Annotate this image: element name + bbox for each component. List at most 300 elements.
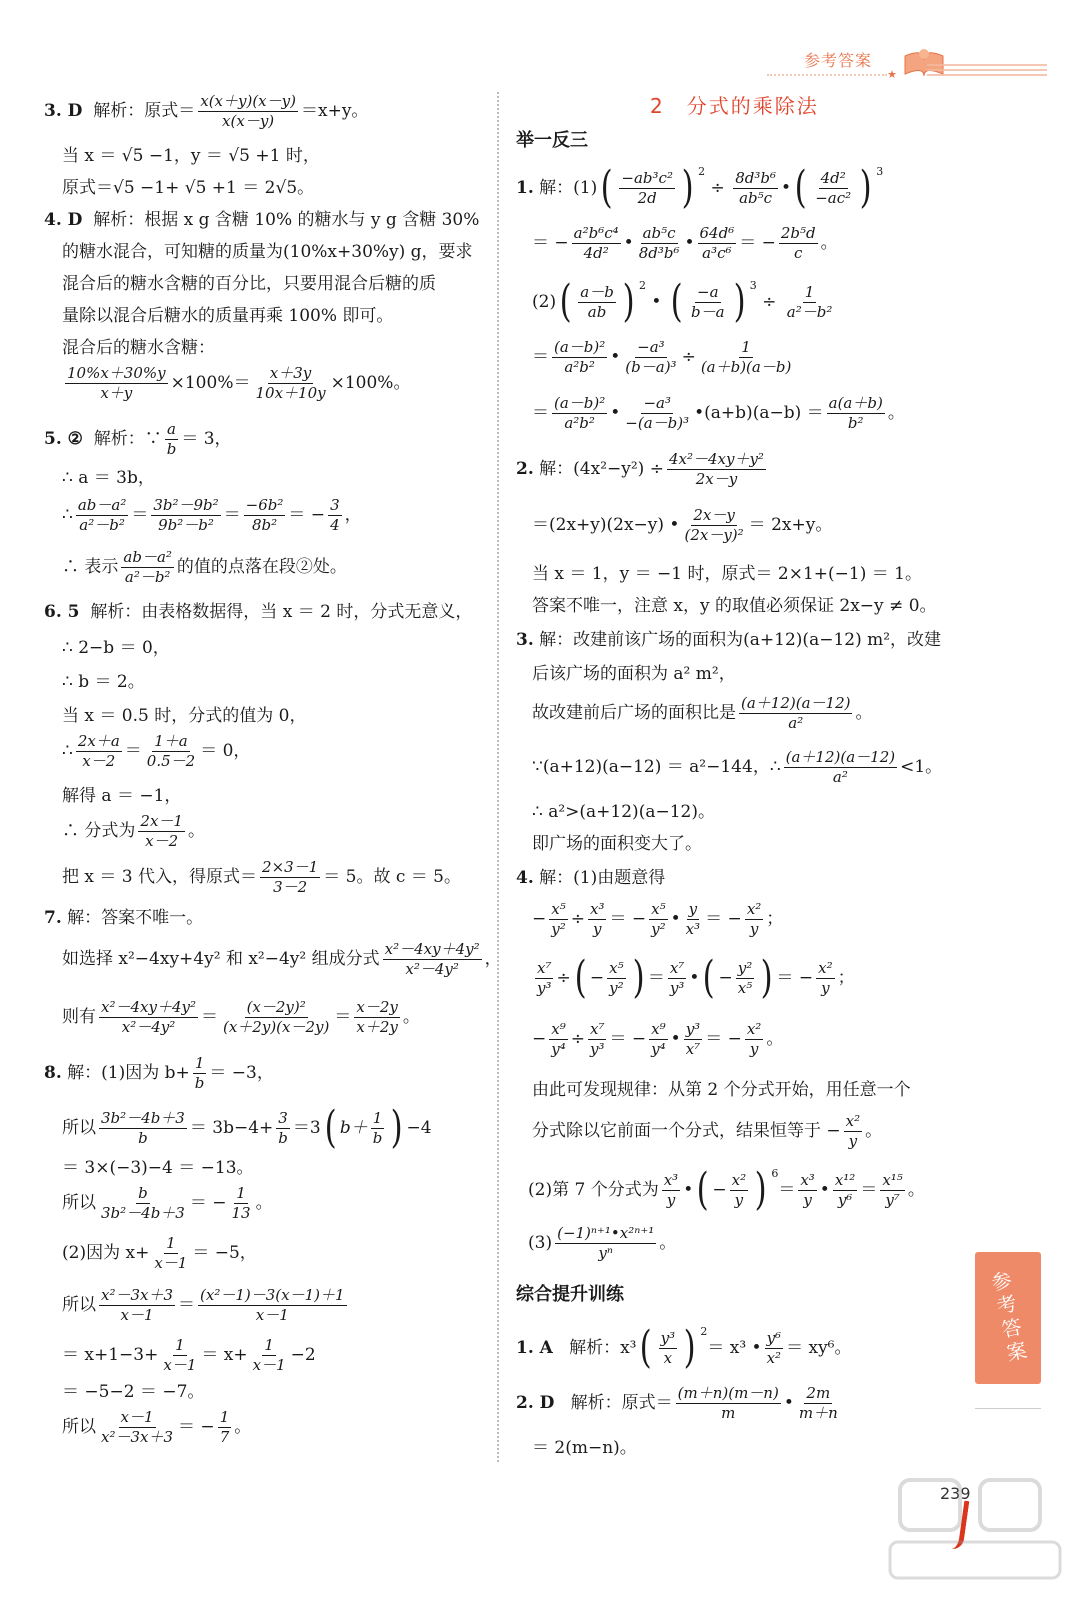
fraction <box>797 1386 840 1421</box>
denominator: a²－b² <box>124 568 171 586</box>
r1-line-3 <box>532 276 837 327</box>
numerator: x² <box>746 1020 762 1038</box>
numerator: 10%x＋30%y <box>67 364 166 382</box>
fraction <box>555 1226 656 1261</box>
numerator: x⁷ <box>669 958 685 977</box>
text: ＝ <box>334 1007 352 1027</box>
numerator: a <box>167 420 176 438</box>
fraction <box>193 1056 207 1091</box>
denominator: a²－b² <box>786 302 833 321</box>
numerator: ab⁵c <box>642 224 676 242</box>
q5-line-2: ∴ a ＝ 3b， <box>62 468 155 488</box>
denominator: x＋2y <box>356 1018 398 1036</box>
q8-line-6 <box>62 1288 350 1323</box>
denominator: x²－3x＋3 <box>101 1428 174 1446</box>
denominator: y⁴ <box>651 1040 666 1058</box>
denominator: x－1 <box>120 1306 154 1324</box>
fraction <box>121 550 174 585</box>
denominator: a²b² <box>564 414 595 432</box>
left-paren: ( <box>574 952 587 1003</box>
q8-line-2 <box>62 1102 432 1153</box>
denominator: b <box>194 1074 205 1092</box>
denominator: x－1 <box>252 1356 286 1374</box>
q6-line-6: 解得 a ＝ −1， <box>62 786 182 806</box>
fraction <box>138 814 185 849</box>
denominator: yⁿ <box>598 1244 613 1262</box>
numerator: y³ <box>660 1328 676 1347</box>
q5-line-1 <box>44 422 232 457</box>
text: ＝ − <box>189 1193 227 1213</box>
q6-line-7 <box>62 814 205 849</box>
subsection-title-1 <box>516 132 588 150</box>
numerator: x－2y <box>356 998 398 1016</box>
text: ； <box>837 967 855 988</box>
numerator: −a <box>697 282 719 301</box>
denominator: y <box>666 1190 676 1209</box>
text: ＝ − <box>288 505 326 525</box>
numerator: (x－2y)² <box>246 998 306 1016</box>
fraction <box>549 1022 568 1057</box>
denominator: x－2 <box>145 832 179 850</box>
fraction <box>572 226 621 261</box>
denominator: (x＋2y)(x－2y) <box>222 1018 330 1036</box>
numerator: ab－a² <box>77 496 127 514</box>
text: ＝ 5。故 c ＝ 5。 <box>323 867 462 887</box>
fraction <box>145 734 197 769</box>
q6-label: 6. 5 <box>44 602 80 622</box>
text: ＝3 <box>292 1117 321 1138</box>
denominator: a² <box>832 768 848 786</box>
fraction <box>745 902 763 937</box>
text: ， <box>344 505 362 525</box>
fraction <box>99 1108 187 1147</box>
r4-line-5: 由此可发现规律：从第 2 个分式开始，用任意一个 <box>532 1080 911 1100</box>
text: ＝x+y。 <box>300 101 369 121</box>
text: 。 <box>820 233 838 253</box>
numerator: (x²－1)－3(x－1)＋1 <box>200 1286 345 1304</box>
text: 的值的点落在段②处。 <box>176 557 347 577</box>
exponent: 6 <box>771 1167 779 1180</box>
text: ÷ <box>681 347 696 367</box>
fraction <box>833 1170 858 1209</box>
text: (2)因为 x+ <box>62 1243 150 1263</box>
q5-label: 5. ② <box>44 429 83 449</box>
denominator: a² <box>788 714 804 732</box>
q4-line-4: 量除以混合后糖水的质量再乘 100% 即可。 <box>62 306 394 326</box>
denominator: m <box>721 1404 736 1422</box>
text: ＝ −5， <box>192 1243 257 1263</box>
text: 解：(1)因为 b+ <box>67 1063 190 1083</box>
text: (2)第 7 个分式为 <box>528 1179 659 1200</box>
numerator: x¹² <box>834 1170 856 1189</box>
fraction <box>99 1186 187 1221</box>
numerator: x²－4xy＋4y² <box>101 998 196 1016</box>
text: ＝ x+1−3+ <box>62 1345 159 1365</box>
text: • <box>623 233 634 253</box>
section-title <box>650 96 819 116</box>
fraction <box>880 1170 905 1209</box>
numerator: x⁹ <box>651 1020 666 1038</box>
numerator: x⁵ <box>551 900 566 918</box>
numerator: 3b²－4b＋3 <box>101 1108 185 1127</box>
column-divider <box>497 92 499 1462</box>
text: ＝ <box>778 1179 796 1200</box>
fraction <box>99 1410 175 1445</box>
fraction <box>76 734 122 769</box>
text: ＝ 3， <box>181 429 232 449</box>
numerator: 1 <box>166 1234 176 1252</box>
fraction <box>649 1022 668 1057</box>
numerator: 4d² <box>820 168 846 187</box>
fraction <box>649 902 668 937</box>
fraction <box>827 396 885 431</box>
text: ＝ − <box>609 909 647 929</box>
r3-label: 3. <box>516 630 534 650</box>
text: ＝ x³ • <box>707 1337 762 1358</box>
q3-line-3: 原式＝√5 −1+ √5 +1 ＝ 2√5。 <box>62 178 315 198</box>
numerator: (a－b)² <box>554 338 606 356</box>
numerator: 1 <box>804 282 815 301</box>
subsection-title-2 <box>516 1286 624 1304</box>
denominator: x－2 <box>82 752 116 770</box>
side-tab-label: 参考答案 <box>985 1268 1030 1368</box>
text: ＝ − <box>739 233 776 253</box>
text: 解析：原式＝ <box>570 1393 673 1413</box>
numerator: 1 <box>175 1336 185 1354</box>
denominator: b－a <box>691 302 725 321</box>
numerator: (a＋12)(a－12) <box>741 694 851 712</box>
numerator: 1＋a <box>154 732 188 750</box>
fraction <box>198 1288 347 1323</box>
text: ÷ <box>556 967 571 988</box>
r4-line-2 <box>532 902 783 937</box>
text: − <box>589 967 605 988</box>
fraction <box>221 1000 331 1035</box>
text: 解：(1) <box>539 177 598 198</box>
numerator: a－b <box>580 282 614 301</box>
numerator: 8d³b⁶ <box>735 168 776 187</box>
exponent: 2 <box>698 165 706 178</box>
fraction <box>99 1288 175 1323</box>
s2-line-2: ＝ 2(m−n)。 <box>532 1438 637 1458</box>
q6-line-2: ∴ 2−b ＝ 0， <box>62 638 170 658</box>
numerator: x³ <box>590 900 605 918</box>
denominator: c <box>794 244 803 262</box>
fraction <box>276 1108 290 1147</box>
denominator: y³ <box>669 978 685 997</box>
denominator: x⁷ <box>685 1040 701 1058</box>
text: 。 <box>865 1121 883 1141</box>
side-tab <box>975 1252 1041 1384</box>
q8-label: 8. <box>44 1063 62 1083</box>
fraction <box>161 1338 198 1373</box>
text: 。 <box>766 1029 784 1049</box>
r2-label: 2. <box>516 459 534 479</box>
text: ＝ − <box>776 967 814 988</box>
text: ＝ xy⁶。 <box>786 1337 852 1358</box>
fraction <box>668 958 687 997</box>
q6-line-1 <box>44 604 472 621</box>
text: 解析：由表格数据得，当 x ＝ 2 时，分式无意义， <box>90 602 473 622</box>
text: ÷ <box>570 1029 585 1049</box>
text: 所以 <box>62 1295 96 1315</box>
text: 解：改建前该广场的面积为(a+12)(a−12) m²，改建 <box>539 630 942 650</box>
denominator: 4 <box>330 516 340 534</box>
numerator: 2x－1 <box>140 812 183 830</box>
r1-line-4 <box>532 340 796 375</box>
header-stripes <box>927 64 1047 78</box>
numerator: a²b⁶c⁴ <box>573 224 619 242</box>
fraction <box>76 498 129 533</box>
numerator: ab－a² <box>123 548 172 566</box>
text: ＝(2x+y)(2x−y) • <box>532 515 680 535</box>
fraction <box>730 1170 748 1209</box>
text: ＝ − <box>609 1029 647 1049</box>
r4-line-7 <box>528 1164 925 1215</box>
denominator: 8b² <box>251 516 278 534</box>
text: 所以 <box>62 1193 96 1213</box>
fraction <box>244 498 286 533</box>
text: ＝ −3， <box>209 1063 274 1083</box>
fraction <box>552 340 607 375</box>
denominator: y⁴ <box>551 1040 566 1058</box>
s1-label: 1. A <box>516 1337 553 1358</box>
text: ， <box>484 949 502 969</box>
text: 。 <box>187 821 205 841</box>
page-header <box>747 44 1047 84</box>
text: 。 <box>659 1233 677 1253</box>
text: ＝ x+ <box>201 1345 248 1365</box>
fraction <box>623 340 678 375</box>
text: • <box>683 1179 694 1200</box>
fraction <box>816 958 834 997</box>
right-paren: ) <box>760 952 773 1003</box>
fraction <box>230 1186 253 1221</box>
numerator: 2x＋a <box>77 732 120 750</box>
text: 。 <box>887 403 905 423</box>
fraction <box>218 1410 232 1445</box>
denominator: 13 <box>231 1204 251 1222</box>
numerator: 1 <box>741 338 751 356</box>
s2-label: 2. D <box>516 1393 555 1413</box>
right-paren: ) <box>754 1164 767 1215</box>
denominator: y⁶ <box>837 1190 853 1209</box>
r1-line-2 <box>532 226 838 261</box>
denominator: b <box>166 440 177 458</box>
q3-label: 3. D <box>44 101 83 121</box>
text: ＝ <box>223 505 241 525</box>
right-paren: ) <box>622 276 635 327</box>
numerator: −6b² <box>245 496 284 514</box>
header-dotted-rule <box>767 74 887 76</box>
fraction <box>371 1108 385 1147</box>
r4-line-8 <box>528 1226 676 1261</box>
numerator: y⁶ <box>766 1328 782 1347</box>
exponent: 3 <box>876 165 884 178</box>
q6-line-3: ∴ b ＝ 2。 <box>62 672 145 692</box>
text: • <box>684 233 695 253</box>
fraction <box>689 282 727 321</box>
r2-line-1 <box>516 452 769 487</box>
r3-line-2: 后该广场的面积为 a² m²， <box>532 664 736 684</box>
text: • <box>610 347 621 367</box>
denominator: x <box>663 1348 673 1367</box>
text: − <box>712 1179 727 1200</box>
text: ＝ <box>532 347 549 367</box>
text: • <box>651 291 662 312</box>
denominator: 2d <box>637 188 657 207</box>
r3-line-1 <box>516 632 941 649</box>
text: ＝ 0， <box>200 741 251 761</box>
denominator: b <box>138 1128 148 1147</box>
text: 解析：根据 x g 含糖 10% 的糖水与 y g 含糖 30% <box>93 210 480 230</box>
q7-line-3 <box>62 1000 420 1035</box>
fraction <box>637 226 682 261</box>
text: ＝ <box>532 403 549 423</box>
text: ∴ <box>62 505 73 525</box>
fraction <box>198 94 298 129</box>
denominator: b <box>278 1128 288 1147</box>
fraction <box>607 958 626 997</box>
right-paren: ) <box>683 1322 696 1373</box>
numerator: x³ <box>663 1170 679 1189</box>
s2-line-1 <box>516 1386 843 1421</box>
text: 把 x ＝ 3 代入，得原式＝ <box>62 867 258 887</box>
text: • <box>670 909 681 929</box>
denominator: y² <box>609 978 624 997</box>
text: ∵(a+12)(a−12) ＝ a²−144，∴ <box>532 757 781 777</box>
r3-line-4 <box>532 750 942 785</box>
side-rule <box>975 1408 1041 1409</box>
text: (2) <box>532 291 557 312</box>
denominator: 8d³b⁶ <box>638 244 680 262</box>
q4-line-1 <box>44 212 479 229</box>
denominator: 3－2 <box>273 878 308 896</box>
text: 所以 <box>62 1417 96 1437</box>
fraction <box>588 902 606 937</box>
text: ＝ 3b−4+ <box>189 1117 274 1138</box>
fraction <box>65 366 168 401</box>
denominator: y³ <box>537 978 552 997</box>
text: 如选择 x²−4xy+4y² 和 x²−4y² 组成分式 <box>62 949 380 969</box>
numerator: −a³ <box>643 394 671 412</box>
text: −2 <box>290 1345 316 1365</box>
denominator: y² <box>651 920 666 938</box>
denominator: y³ <box>590 1040 605 1058</box>
fraction <box>549 902 568 937</box>
fraction <box>667 452 766 487</box>
text: • <box>610 403 621 423</box>
fraction <box>251 1338 288 1373</box>
text: ＝ − <box>178 1417 215 1437</box>
text: 。 <box>855 703 873 723</box>
numerator: 1 <box>219 1408 230 1426</box>
q7-line-2 <box>62 942 502 977</box>
watermark-logo <box>880 1470 1070 1590</box>
r2-line-4: 答案不唯一，注意 x，y 的取值必须保证 2x−y ≠ 0。 <box>532 596 937 616</box>
denominator: y <box>734 1190 744 1209</box>
q7-label: 7. <box>44 908 62 928</box>
q8-line-7 <box>62 1338 316 1373</box>
denominator: y <box>821 978 830 997</box>
numerator: x²－4xy＋4y² <box>384 940 480 958</box>
fraction <box>785 282 835 321</box>
numerator: y³ <box>685 1020 701 1038</box>
numerator: x⁵ <box>609 958 624 977</box>
text: ＝ <box>178 1295 196 1315</box>
text: 所以 <box>62 1117 96 1138</box>
text: ×100%。 <box>330 373 411 393</box>
numerator: y <box>688 900 698 918</box>
q6-line-8 <box>62 860 461 895</box>
text: ； <box>766 909 784 929</box>
denominator: 9b²－b² <box>158 516 214 534</box>
text: ＝ 2x+y。 <box>748 515 833 535</box>
q8-line-1 <box>44 1056 274 1091</box>
exponent: 2 <box>700 1325 708 1338</box>
denominator: 4d² <box>583 244 609 262</box>
q4-label: 4. D <box>44 210 83 230</box>
fraction <box>844 1114 862 1149</box>
denominator: x²－4y² <box>405 960 459 978</box>
numerator: x＋3y <box>269 364 312 382</box>
q4-line-2: 的糖水混合，可知糖的质量为(10%x+30%y) g，要求 <box>62 242 473 262</box>
text: 。 <box>255 1193 273 1213</box>
numerator: (a－b)² <box>554 394 606 412</box>
fraction <box>623 396 691 431</box>
denominator: 3b²－4b＋3 <box>101 1204 185 1222</box>
denominator: m＋n <box>798 1404 838 1422</box>
numerator: x² <box>818 958 833 977</box>
fraction <box>260 860 320 895</box>
fraction <box>765 1328 784 1367</box>
r4-line-4 <box>532 1022 783 1057</box>
denominator: (b－a)³ <box>625 358 677 376</box>
r4-line-3 <box>532 952 855 1003</box>
numerator: 3 <box>330 496 340 514</box>
q4-line-5: 混合后的糖水含糖： <box>62 338 215 358</box>
s1-line-1 <box>516 1322 852 1373</box>
numerator: b <box>138 1184 148 1202</box>
q4-line-6 <box>62 366 410 401</box>
text: 解析：原式＝ <box>93 101 196 121</box>
fraction <box>784 750 897 785</box>
fraction <box>552 396 607 431</box>
exponent: 3 <box>749 279 757 292</box>
text: • <box>780 177 792 198</box>
text: 则有 <box>62 1007 96 1027</box>
text: 。 <box>907 1179 925 1200</box>
denominator: (a＋b)(a－b) <box>700 358 792 376</box>
fraction <box>328 498 342 533</box>
denominator: ab⁵c <box>739 188 773 207</box>
fraction <box>684 1022 703 1057</box>
denominator: x⁵ <box>737 978 753 997</box>
denominator: x(x－y) <box>222 112 275 130</box>
right-paren: ) <box>733 276 746 327</box>
text: ＝ − <box>705 1029 742 1049</box>
text: ∴ <box>62 741 73 761</box>
numerator: 2m <box>806 1384 831 1402</box>
text: • <box>689 967 700 988</box>
numerator: −ab³c² <box>621 168 673 187</box>
numerator: (−1)ⁿ⁺¹•x²ⁿ⁺¹ <box>557 1224 655 1242</box>
q8-line-5 <box>62 1236 257 1271</box>
q8-line-3: ＝ 3×(−3)−4 ＝ −13。 <box>62 1158 254 1178</box>
denominator: x＋y <box>100 384 133 402</box>
fraction <box>99 1000 198 1035</box>
right-paren: ) <box>681 162 694 213</box>
